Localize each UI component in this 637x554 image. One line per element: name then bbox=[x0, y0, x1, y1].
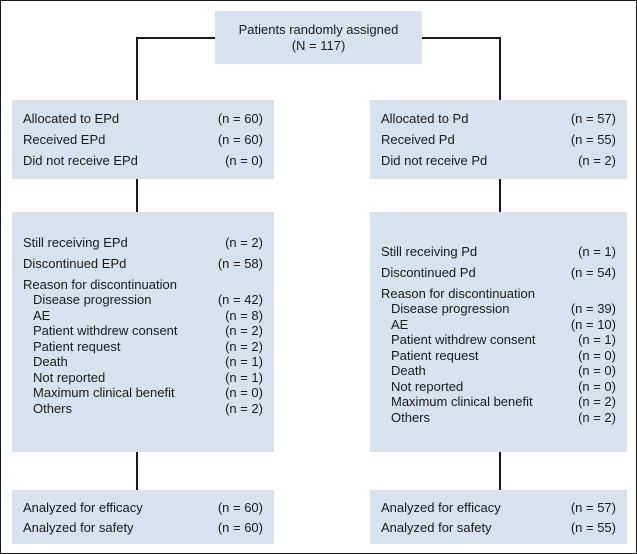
row-label: Others bbox=[33, 400, 73, 416]
connector-right-bottom bbox=[499, 452, 501, 490]
randomization-title: Patients randomly assigned bbox=[238, 22, 399, 37]
row-label: Patient request bbox=[33, 338, 121, 354]
row-value: (n = 10) bbox=[570, 316, 616, 332]
row-label: Did not receive Pd bbox=[381, 153, 488, 168]
row-value: (n = 55) bbox=[570, 520, 616, 535]
row-value: (n = 2) bbox=[225, 400, 263, 416]
row-value: (n = 2) bbox=[578, 409, 616, 425]
row-value: (n = 0) bbox=[225, 385, 263, 400]
row-value: (n = 0) bbox=[578, 378, 616, 394]
row-label: Death bbox=[391, 363, 426, 378]
row-value: (n = 1) bbox=[578, 244, 616, 259]
row-label: AE bbox=[33, 307, 51, 323]
connector-right-mid bbox=[499, 179, 501, 212]
row-label: Patient withdrew consent bbox=[391, 332, 536, 347]
left-analysis-box bbox=[12, 490, 274, 544]
row-value: (n = 2) bbox=[225, 235, 263, 250]
row-value: (n = 2) bbox=[225, 323, 263, 338]
row-value: (n = 60) bbox=[217, 520, 263, 535]
row-label: Maximum clinical benefit bbox=[33, 385, 175, 400]
row-label: Still receiving Pd bbox=[381, 244, 478, 259]
connector-left-mid bbox=[136, 179, 138, 212]
connector-right-down bbox=[499, 37, 501, 100]
right-followup-box bbox=[370, 212, 627, 452]
row-value: (n = 0) bbox=[578, 347, 616, 363]
connector-top-left-horizontal bbox=[137, 37, 215, 39]
row-label: AE bbox=[391, 316, 409, 332]
randomization-count: (N = 117) bbox=[291, 38, 346, 53]
row-label: Not reported bbox=[391, 378, 464, 394]
right-analysis-box bbox=[370, 490, 627, 544]
connector-left-bottom bbox=[136, 452, 138, 490]
row-label: Analyzed for efficacy bbox=[23, 500, 143, 515]
row-label: Analyzed for safety bbox=[23, 520, 134, 535]
row-value: (n = 57) bbox=[570, 111, 616, 126]
row-label: Analyzed for efficacy bbox=[381, 500, 501, 515]
row-label: Disease progression bbox=[391, 301, 510, 316]
row-value: (n = 2) bbox=[578, 394, 616, 409]
row-value: (n = 1) bbox=[578, 332, 616, 347]
row-value: (n = 1) bbox=[225, 354, 263, 369]
row-value: (n = 2) bbox=[578, 153, 616, 168]
row-value: (n = 60) bbox=[217, 132, 263, 147]
row-label: Received Pd bbox=[381, 132, 455, 147]
row-label: Reason for discontinuation bbox=[23, 277, 177, 292]
row-label: Did not receive EPd bbox=[23, 153, 138, 168]
row-value: (n = 58) bbox=[217, 256, 263, 271]
row-label: Maximum clinical benefit bbox=[391, 394, 533, 409]
left-followup-box bbox=[12, 212, 274, 452]
row-label: Disease progression bbox=[33, 292, 152, 307]
row-value: (n = 54) bbox=[570, 265, 616, 280]
row-value: (n = 1) bbox=[225, 369, 263, 385]
row-label: Received EPd bbox=[23, 132, 106, 147]
connector-top-right-horizontal bbox=[422, 37, 500, 39]
row-value: (n = 39) bbox=[570, 301, 616, 316]
row-value: (n = 0) bbox=[225, 153, 263, 168]
row-value: (n = 42) bbox=[217, 292, 263, 307]
row-label: Allocated to Pd bbox=[381, 111, 469, 126]
row-value: (n = 60) bbox=[217, 500, 263, 515]
row-label: Patient request bbox=[391, 347, 479, 363]
row-label: Analyzed for safety bbox=[381, 520, 492, 535]
left-allocation-box bbox=[12, 100, 274, 179]
connector-left-down bbox=[136, 37, 138, 100]
row-value: (n = 8) bbox=[225, 307, 263, 323]
row-label: Reason for discontinuation bbox=[381, 286, 535, 301]
randomization-box bbox=[215, 11, 422, 64]
row-label: Discontinued Pd bbox=[381, 265, 476, 280]
row-value: (n = 57) bbox=[570, 500, 616, 515]
right-allocation-box bbox=[370, 100, 627, 179]
row-value: (n = 55) bbox=[570, 132, 616, 147]
row-label: Discontinued EPd bbox=[23, 256, 127, 271]
row-label: Not reported bbox=[33, 369, 106, 385]
row-value: (n = 0) bbox=[578, 363, 616, 378]
row-label: Allocated to EPd bbox=[23, 111, 120, 126]
row-label: Patient withdrew consent bbox=[33, 323, 178, 338]
row-value: (n = 2) bbox=[225, 338, 263, 354]
row-label: Still receiving EPd bbox=[23, 235, 128, 250]
row-value: (n = 60) bbox=[217, 111, 263, 126]
row-label: Death bbox=[33, 354, 68, 369]
row-label: Others bbox=[391, 409, 431, 425]
